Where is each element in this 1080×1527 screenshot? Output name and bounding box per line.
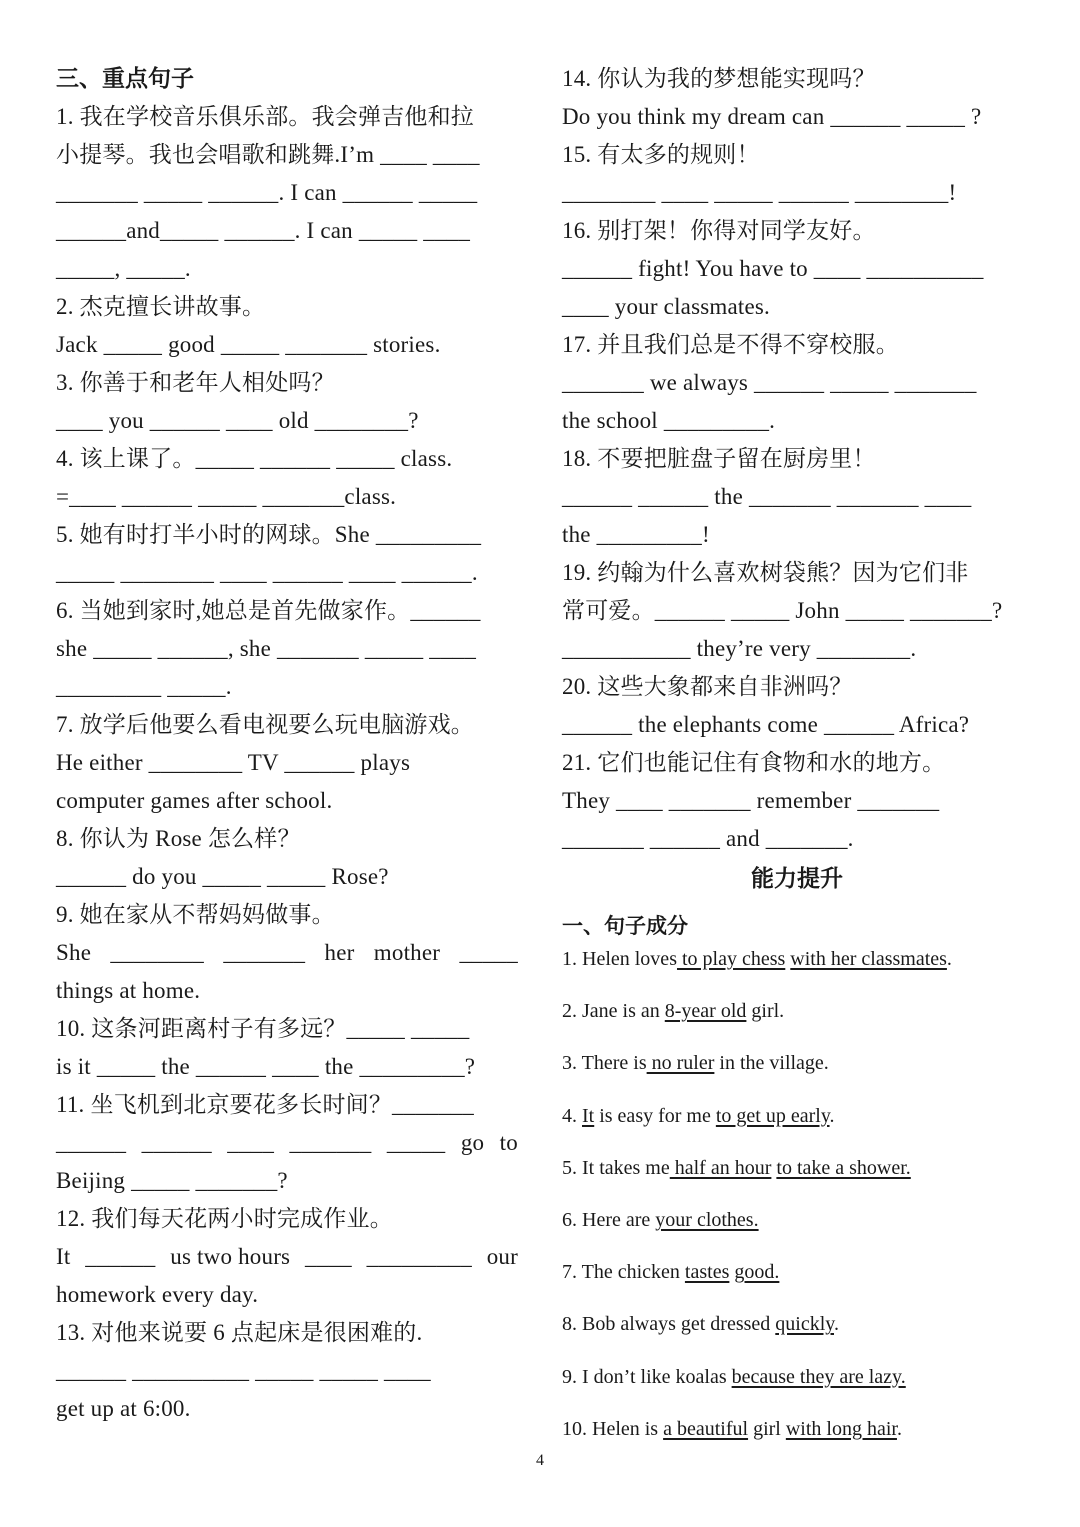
underlined-phrase: to get up early [715,1104,830,1127]
sentence-text: . [896,1417,902,1440]
component-item [562,1207,1032,1259]
page-number: 4 [536,1452,544,1469]
worksheet-line: He either ________ TV ______ plays [56,750,411,775]
item-number: 10. [562,1417,587,1440]
worksheet-line: 4. 该上课了。_____ ______ _____ class. [56,446,453,471]
worksheet-line: 20. 这些大象都来自非洲吗？ [562,674,853,699]
worksheet-line: 6. 当她到家时,她总是首先做家作。______ [56,598,481,623]
line-token: our [486,1244,518,1269]
worksheet-line: the school _________. [562,408,776,433]
sentence-text: girl [748,1417,786,1440]
worksheet-line: 17. 并且我们总是不得不穿校服。 [562,332,899,357]
component-item [562,946,1032,998]
underlined-phrase: your clothes. [655,1208,759,1231]
worksheet-line: 12. 我们每天花两小时完成作业。 [56,1206,393,1231]
line-token: It [56,1244,71,1269]
worksheet-line: 5. 她有时打半小时的网球。She _________ [56,522,482,547]
underlined-phrase: It [582,1104,595,1127]
underlined-phrase: no ruler [646,1052,715,1075]
left-sentence-list [56,98,518,1428]
worksheet-line: _____ ________ ____ ______ ____ ______. [56,560,478,585]
section-title: 能力提升 [751,866,843,891]
worksheet-line: 9. 她在家从不帮妈妈做事。 [56,902,335,927]
line-token: _______ [289,1130,372,1155]
worksheet-line: 7. 放学后他要么看电视要么玩电脑游戏。 [56,712,474,737]
underlined-phrase: with her classmates [790,948,947,970]
worksheet-line: she _____ ______, she _______ _____ ____ [56,636,477,661]
underlined-phrase: good. [734,1261,780,1284]
sentence-text: Jane is an [582,1000,665,1023]
worksheet-line: ______ the elephants come ______ Africa? [562,712,970,737]
worksheet-line: 19. 约翰为什么喜欢树袋熊？因为它们非 [562,560,969,585]
worksheet-line: 16. 别打架！你得对同学友好。 [562,218,876,243]
sentence-text: . [829,1104,835,1127]
worksheet-line: _______ _____ ______. I can ______ _____ [56,180,478,205]
worksheet-line: 11. 坐飞机到北京要花多长时间？_______ [56,1092,474,1117]
sentence-text: . [946,948,952,970]
underlined-phrase: quickly [775,1313,834,1336]
worksheet-line: ______ fight! You have to ____ __________ [562,256,984,281]
underlined-phrase: to take a shower. [776,1156,911,1179]
line-token: ____ [305,1244,352,1269]
worksheet-line: ____ you ______ ____ old ________? [56,408,419,433]
sentence-text: It takes me [582,1156,670,1179]
component-item [562,1103,1032,1155]
worksheet-line: things at home. [56,978,201,1003]
worksheet-line: 13. 对他来说要 6 点起床是很困难的. [56,1320,423,1345]
worksheet-line [56,1238,518,1276]
item-number: 6. [562,1208,577,1231]
item-number: 8. [562,1313,577,1336]
item-number: 1. [562,948,577,970]
worksheet-line: =____ ______ _____ _______class. [56,484,397,509]
left-column [56,60,518,1428]
worksheet-line: 小提琴。我也会唱歌和跳舞.I’m ____ ____ [56,142,480,167]
component-exercise-list [562,946,1032,1468]
component-item [562,1155,1032,1207]
worksheet-line: get up at 6:00. [56,1396,191,1421]
line-token: _____ [386,1130,446,1155]
line-token: ________ [110,940,205,965]
sentence-text: girl. [746,1000,785,1023]
right-column [562,60,1032,1468]
worksheet-line: 2. 杰克擅长讲故事。 [56,294,266,319]
worksheet-line [56,1124,518,1162]
worksheet-line: They ____ _______ remember _______ [562,788,940,813]
underlined-phrase: to play chess [676,948,786,970]
section-heading: 三、重点句子 [56,66,194,91]
item-number: 5. [562,1156,577,1179]
component-item [562,1259,1032,1311]
underlined-phrase: a beautiful [663,1417,749,1440]
line-token: ______ [85,1244,156,1269]
worksheet-line: ________ ____ _____ ______ ________! [562,180,957,205]
item-number: 4. [562,1104,577,1127]
line-token: _______ [223,940,306,965]
item-number: 9. [562,1365,577,1388]
item-number: 2. [562,1000,577,1023]
sentence-text: The chicken [581,1261,685,1284]
sentence-text: is easy for me [594,1104,716,1127]
worksheet-line: Jack _____ good _____ _______ stories. [56,332,441,357]
worksheet-line: 14. 你认为我的梦想能实现吗？ [562,66,876,91]
worksheet-line: Do you think my dream can ______ _____ ? [562,104,982,129]
sentence-text: Bob always get dressed [582,1313,776,1336]
underlined-phrase: because they are lazy. [731,1365,906,1388]
line-token: mother [373,940,441,965]
worksheet-line: _____, _____. [56,256,191,281]
worksheet-line: 10. 这条河距离村子有多远？_____ _____ [56,1016,470,1041]
line-token: go [460,1130,485,1155]
worksheet-line: 8. 你认为 Rose 怎么样？ [56,826,301,851]
worksheet-line: 15. 有太多的规则！ [562,142,760,167]
underlined-phrase: with long hair [785,1417,897,1440]
worksheet-line: 3. 你善于和老年人相处吗？ [56,370,335,395]
line-token: She [56,940,92,965]
line-token: her [324,940,355,965]
underlined-phrase: tastes [684,1261,730,1284]
component-item [562,1050,1032,1102]
sentence-text: in the village. [714,1052,829,1075]
item-number: 3. [562,1052,577,1075]
item-number: 7. [562,1261,577,1284]
line-token: ____ [227,1130,275,1155]
worksheet-line: _______ ______ and _______. [562,826,854,851]
underlined-phrase: 8-year old [664,1000,747,1023]
worksheet-line: 常可爱。______ _____ John _____ _______? [562,598,1003,623]
sentence-text: . [834,1313,839,1336]
sentence-text: Helen loves [582,948,677,970]
worksheet-line: computer games after school. [56,788,333,813]
worksheet-line [56,934,518,972]
worksheet-line: Beijing _____ _______? [56,1168,288,1193]
worksheet-line: _________ _____. [56,674,232,699]
worksheet-line: ______ __________ _____ _____ ____ [56,1358,431,1383]
worksheet-line: ______ ______ the _______ _______ ____ [562,484,972,509]
line-token: us two hours [170,1244,291,1269]
line-token: to [499,1130,518,1155]
underlined-phrase: half an hour [669,1156,772,1179]
worksheet-line: 18. 不要把脏盘子留在厨房里！ [562,446,876,471]
worksheet-line: 21. 它们也能记住有食物和水的地方。 [562,750,946,775]
worksheet-line: ______and_____ ______. I can _____ ____ [56,218,471,243]
component-item [562,998,1032,1050]
worksheet-line: is it _____ the ______ ____ the _________? [56,1054,476,1079]
component-item [562,1364,1032,1416]
worksheet-line: ____ your classmates. [562,294,770,319]
worksheet-line: homework every day. [56,1282,259,1307]
line-token: ______ [141,1130,212,1155]
line-token: ______ [56,1130,127,1155]
worksheet-line: the _________! [562,522,710,547]
worksheet-line: ______ do you _____ _____ Rose? [56,864,389,889]
sentence-text: Here are [582,1208,656,1231]
line-token: _________ [366,1244,472,1269]
component-item [562,1311,1032,1363]
worksheet-line: 1. 我在学校音乐俱乐部。我会弹吉他和拉 [56,104,474,129]
sentence-text: Helen is [592,1417,664,1440]
line-token: _____ [459,940,518,965]
sentence-text: I don’t like koalas [582,1365,732,1388]
worksheet-line: _______ we always ______ _____ _______ [562,370,977,395]
worksheet-line: ___________ they’re very ________. [562,636,917,661]
sub-heading: 一、句子成分 [562,914,688,938]
sentence-text: There is [581,1052,647,1075]
right-sentence-list [562,60,1032,858]
